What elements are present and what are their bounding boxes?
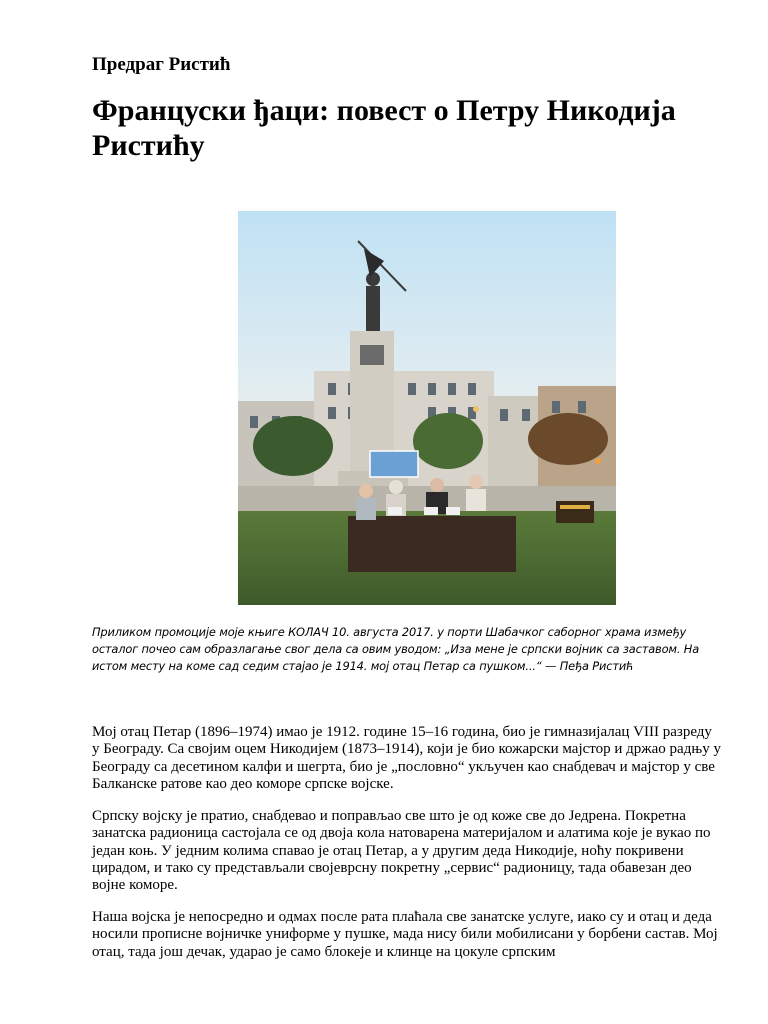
paragraph-1: Мој отац Петар (1896–1974) имао је 1912. године 15–16 година, био је гимназијалац VIII разреду у Београду. Са својим оцем Никодијем (1873–1914), који је био кожарски мајстор и држао радњу у Београду са десетином калфи и шегрта, био је „пословно“ укључен као снабдевач и мајстор у све Балканске ратове као део коморе српске војске.	[92, 724, 721, 792]
photo-caption: Приликом промоције моје књиге КОЛАЧ 10. августа 2017. у порти Шабачког саборног храма између осталог почео сам образлагање свог дела са овим уводом: „Иза мене је српски војник са заставом. На истом месту на коме сад седим стајао је 1914. мој отац Петар са пушком...“ — Пеђа Ристић	[92, 625, 700, 673]
paragraph-2: Српску војску је пратио, снабдевао и поправљао све што је од коже све до Једрена. Покретна занатска радионица састојала се од двоја кола натоварена материјалом и алатима које је вукао по један коњ. У једним колима спавао је отац Петар, а у другим деда Никодије, ноћу покривени цирадом, и тако су представљали својеврсну покретну „сервис“ радионицу, тада обавезан део војне коморе.	[92, 808, 711, 894]
document-title: Француски ђаци: повест о Петру Никодија Ристићу	[92, 94, 676, 162]
paragraph-3: Наша војска је непосредно и одмах после рата плаћала све занатске услуге, иако су и отац и деда носили прописне војничке униформе у пушке, мада нису били мобилисани у борбени састав. Мој отац, тада још дечак, ударао је само блокеје и клинце на цокуле српским	[92, 909, 718, 960]
author-name: Предраг Ристић	[92, 54, 231, 75]
monument-photo	[238, 211, 616, 605]
